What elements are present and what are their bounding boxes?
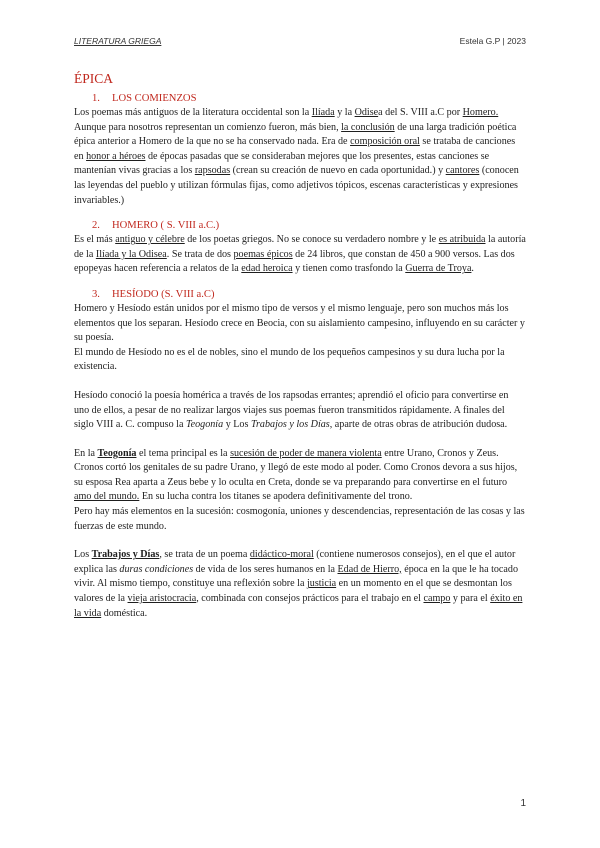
section-heading-3: 3. HESÍODO (S. VIII a.C) [92, 288, 215, 300]
header-course: LITERATURA GRIEGA [74, 36, 162, 46]
page-header [74, 36, 526, 50]
paragraph: Los Trabajos y Días, se trata de un poema didáctico-moral (contiene numerosos consejos), en el que el autor explica las duras condiciones de vida de los seres humanos en la Edad de Hierro, época en la que le ha tocado vivir. Al mismo tiempo, constituye una reflexión sobre la justicia en un momento en el que se desmontan los valores de la vieja aristocracia, combinada con consejos prácticos para el trabajo en el campo y para el éxito en la vida doméstica. [74, 549, 523, 619]
section-heading-1: 1. LOS COMIENZOS [92, 93, 197, 104]
section-heading-2: 2. HOMERO ( S. VIII a.C.) [92, 220, 220, 232]
paragraph: Homero y Hesíodo están unidos por el mismo tipo de versos y el mismo lenguaje, pero son muchos más los elementos que los separan. Hesíodo crece en Beocia, con su aislamiento campesino, influyendo en su carácter y su poesía. [74, 302, 525, 344]
page-title: ÉPICA [74, 71, 114, 86]
paragraph: Aunque para nosotros representan un comienzo fueron, más bien, la conclusión de una larga tradición poética épica anterior a Homero de la que no se ha conservado nada. Era de composición oral se trataba de canciones en honor a héroes de épocas pasadas que se consideraban mejores que los presentes, estas canciones se mantenían vivas gracias a los rapsodas (crean su creación de nuevo en cada oportunidad.) y cantores (conocen las leyendas del pueblo y utilizan fórmulas fijas, como adjetivos tópicos, escenas características y expresiones invariables.) [74, 121, 519, 206]
paragraph: Pero hay más elementos en la sucesión: cosmogonía, uniones y descendencias, representación de las cosas y las fuerzas de este mundo. [74, 506, 525, 532]
paragraph: En la Teogonía el tema principal es la sucesión de poder de manera violenta entre Urano, Cronos y Zeus. Cronos cortó los genitales de su padre Urano, y llegó de este modo al poder. Como Cronos devora a sus hijos, su esposa Rea aparta a Zeus bebe y lo oculta en Creta, donde se va preparando para convertirse en el futuro amo del mundo. En su lucha contra los titanes se apodera definitivamente del trono. [74, 447, 518, 503]
paragraph: Es el más antiguo y célebre de los poetas griegos. No se conoce su verdadero nombre y le es atribuida la autoría de la Ilíada y la Odisea. Se trata de dos poemas épicos de 24 libros, que constan de 450 a 900 versos. Las dos epopeyas hacen referencia a relatos de la edad heroica y tienen como trasfondo la Guerra de Troya. [74, 234, 526, 275]
document-body [74, 70, 526, 621]
paragraph: El mundo de Hesíodo no es el de nobles, sino el mundo de los pequeños campesinos y su dura lucha por la existencia. [74, 346, 505, 373]
header-author: Estela G.P | 2023 [459, 36, 526, 46]
page-number: 1 [520, 798, 526, 809]
paragraph: Hesíodo conoció la poesía homérica a través de los rapsodas errantes; aprendió el oficio para convertirse en uno de ellos, a pesar de no realizar largos viajes sus poemas fueron transmitidos rápidamente. A finales del siglo VIII a. C. compuso la Teogonía y Los Trabajos y los Días, aparte de otras obras de atribución dudosa. [74, 389, 509, 431]
paragraph: Los poemas más antiguos de la literatura occidental son la Ilíada y la Odisea del S. VIII a.C por Homero. [74, 107, 499, 118]
